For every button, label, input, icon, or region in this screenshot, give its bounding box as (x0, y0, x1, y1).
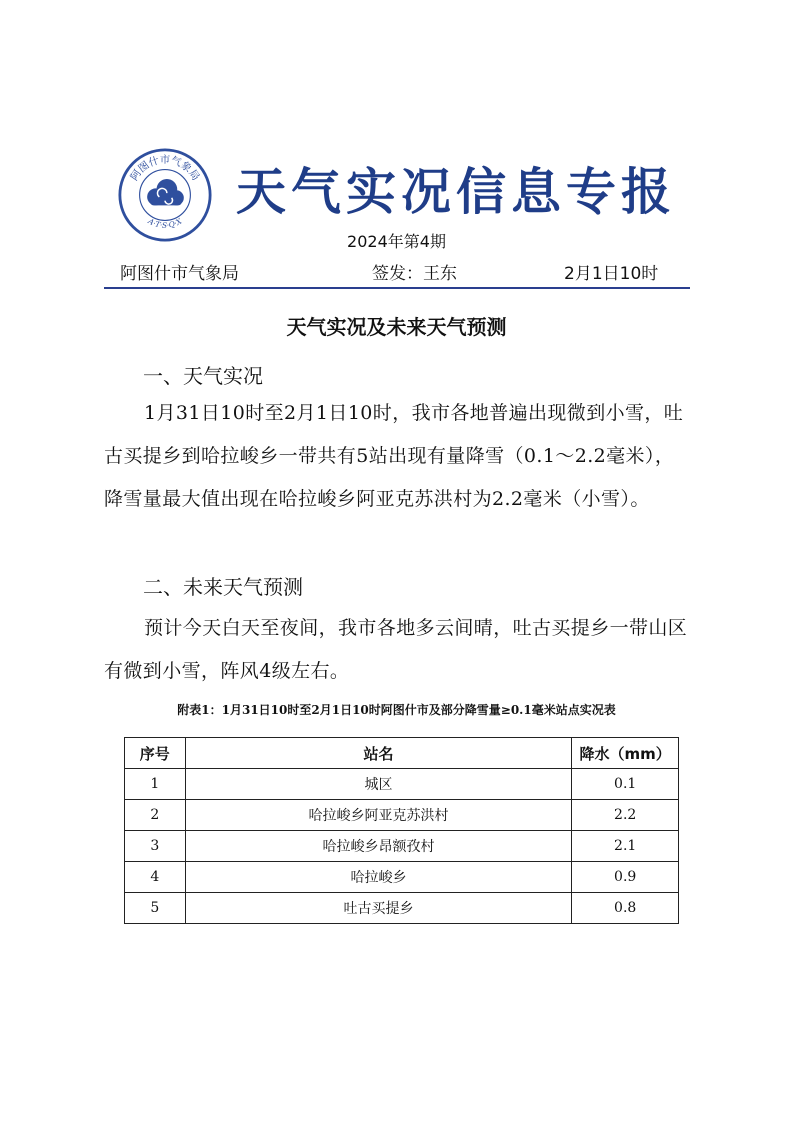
weather-bureau-logo (118, 148, 212, 242)
table-caption: 附表1：1月31日10时至2月1日10时阿图什市及部分降雪量≥0.1毫米站点实况表 (177, 703, 616, 717)
observation-heading: 一、天气实况 (143, 364, 263, 388)
issuing-org: 阿图什市气象局 (120, 264, 239, 284)
col-header-index: 序号 (125, 738, 186, 769)
cell-precip: 0.8 (572, 893, 679, 924)
snowfall-table (124, 737, 679, 924)
cell-index: 3 (125, 831, 186, 862)
cell-precip: 0.1 (572, 769, 679, 800)
svg-text:阿图什市气象局: 阿图什市气象局 (128, 154, 202, 183)
cell-precip: 2.2 (572, 800, 679, 831)
cell-index: 4 (125, 862, 186, 893)
table-row (125, 893, 679, 924)
cell-station: 哈拉峻乡昂额孜村 (185, 831, 572, 862)
forecast-heading: 二、未来天气预测 (143, 575, 303, 599)
table-row (125, 862, 679, 893)
issue-number: 2024年第4期 (347, 232, 446, 251)
report-title: 天气实况信息专报 (236, 163, 676, 221)
cell-precip: 2.1 (572, 831, 679, 862)
header-divider (104, 287, 690, 289)
col-header-station: 站名 (185, 738, 572, 769)
table-row (125, 769, 679, 800)
section-title: 天气实况及未来天气预测 (286, 315, 507, 339)
cell-station: 吐古买提乡 (185, 893, 572, 924)
cell-station: 城区 (185, 769, 572, 800)
cell-index: 5 (125, 893, 186, 924)
cell-index: 2 (125, 800, 186, 831)
cell-precip: 0.9 (572, 862, 679, 893)
table-header-row (125, 738, 679, 769)
forecast-text: 预计今天白天至夜间，我市各地多云间晴，吐古买提乡一带山区有微到小雪，阵风4级左右。 (104, 617, 688, 682)
signer: 签发：王东 (372, 264, 457, 284)
cell-index: 1 (125, 769, 186, 800)
observation-text: 1月31日10时至2月1日10时，我市各地普遍出现微到小雪，吐古买提乡到哈拉峻乡一带共有5站出现有量降雪（0.1～2.2毫米），降雪量最大值出现在哈拉峻乡阿亚克苏洪村为2.2毫米（小雪）。 (104, 402, 684, 510)
col-header-precip: 降水（mm） (572, 738, 679, 769)
table-row (125, 800, 679, 831)
cell-station: 哈拉峻乡 (185, 862, 572, 893)
issue-date: 2月1日10时 (564, 264, 659, 284)
table-row (125, 831, 679, 862)
cell-station: 哈拉峻乡阿亚克苏洪村 (185, 800, 572, 831)
svg-text:A·T·S·Q·X: A·T·S·Q·X (146, 216, 184, 230)
